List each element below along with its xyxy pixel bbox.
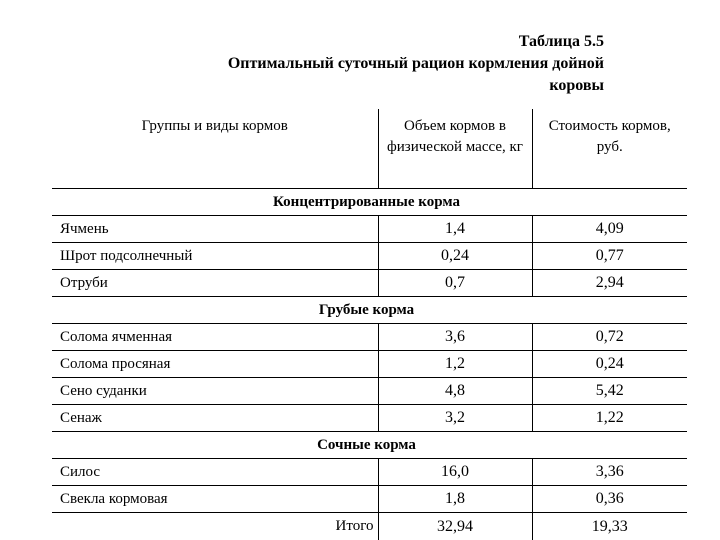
table-row bbox=[52, 324, 687, 351]
table-row bbox=[52, 216, 687, 243]
feed-volume: 1,2 bbox=[378, 351, 532, 378]
feed-cost: 3,36 bbox=[532, 459, 687, 486]
feed-cost: 5,42 bbox=[532, 378, 687, 405]
total-row bbox=[52, 513, 687, 540]
total-label: Итого bbox=[52, 513, 378, 540]
feed-cost: 0,72 bbox=[532, 324, 687, 351]
feed-volume: 0,24 bbox=[378, 243, 532, 270]
table-number: Таблица 5.5 bbox=[518, 33, 604, 50]
table-row bbox=[52, 270, 687, 297]
feed-ration-table bbox=[52, 109, 687, 540]
table-row bbox=[52, 243, 687, 270]
table-header-row bbox=[52, 109, 687, 189]
total-volume: 32,94 bbox=[378, 513, 532, 540]
section-title: Сочные корма bbox=[52, 432, 687, 459]
feed-name: Шрот подсолнечный bbox=[52, 243, 378, 270]
feed-cost: 0,36 bbox=[532, 486, 687, 513]
feed-volume: 1,8 bbox=[378, 486, 532, 513]
section-row bbox=[52, 432, 687, 459]
table-row bbox=[52, 378, 687, 405]
table-row bbox=[52, 351, 687, 378]
table-row bbox=[52, 405, 687, 432]
feed-name: Свекла кормовая bbox=[52, 486, 378, 513]
feed-cost: 1,22 bbox=[532, 405, 687, 432]
feed-name: Ячмень bbox=[52, 216, 378, 243]
table-row bbox=[52, 486, 687, 513]
section-row bbox=[52, 189, 687, 216]
header-volume: Объем кормов в физической массе, кг bbox=[378, 109, 532, 189]
feed-cost: 4,09 bbox=[532, 216, 687, 243]
feed-cost: 0,24 bbox=[532, 351, 687, 378]
header-cost: Стоимость кормов, руб. bbox=[532, 109, 687, 189]
feed-name: Сено суданки bbox=[52, 378, 378, 405]
feed-name: Сенаж bbox=[52, 405, 378, 432]
feed-volume: 4,8 bbox=[378, 378, 532, 405]
feed-volume: 0,7 bbox=[378, 270, 532, 297]
table-title: Оптимальный суточный рацион кормления дойной bbox=[227, 55, 604, 72]
feed-volume: 3,2 bbox=[378, 405, 532, 432]
feed-volume: 16,0 bbox=[378, 459, 532, 486]
table-row bbox=[52, 459, 687, 486]
section-title: Концентрированные корма bbox=[52, 189, 687, 216]
table-title-continued: коровы bbox=[549, 77, 604, 94]
feed-name: Солома ячменная bbox=[52, 324, 378, 351]
header-groups: Группы и виды кормов bbox=[52, 109, 378, 189]
section-row bbox=[52, 297, 687, 324]
total-cost: 19,33 bbox=[532, 513, 687, 540]
feed-name: Солома просяная bbox=[52, 351, 378, 378]
section-title: Грубые корма bbox=[52, 297, 687, 324]
feed-cost: 2,94 bbox=[532, 270, 687, 297]
feed-cost: 0,77 bbox=[532, 243, 687, 270]
feed-name: Отруби bbox=[52, 270, 378, 297]
feed-volume: 1,4 bbox=[378, 216, 532, 243]
feed-name: Силос bbox=[52, 459, 378, 486]
feed-volume: 3,6 bbox=[378, 324, 532, 351]
